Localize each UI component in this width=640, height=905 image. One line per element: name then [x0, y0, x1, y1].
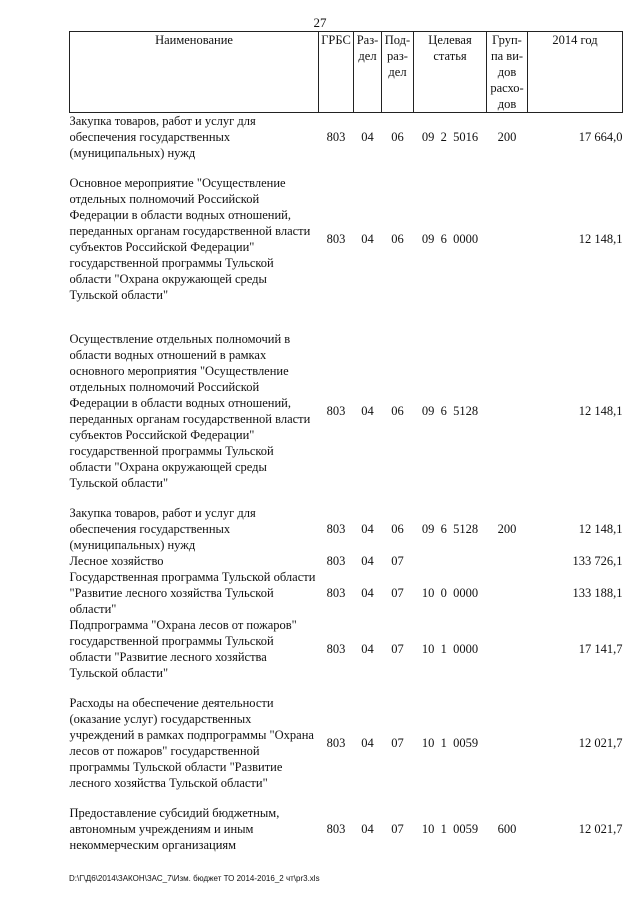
row-podrazdel: 07 [391, 586, 404, 600]
row-razdel: 04 [361, 642, 374, 656]
row-celevaya [414, 553, 487, 569]
table-row [70, 805, 623, 853]
row-podrazdel: 07 [391, 642, 404, 656]
row-name: Основное мероприятие "Осуществление отдельных полномочий Российской Федерации в области водных отношений, переданных органам государственной власти субъектов Российской Федерации" государственной программы Тульской области "Охрана окружающей среды Тульской области" [69, 176, 311, 302]
table-row [70, 175, 623, 303]
row-sum: 17 141,7 [578, 642, 623, 656]
row-sum: 12 148,1 [578, 232, 623, 246]
row-razdel: 04 [361, 130, 374, 144]
row-name: Государственная программа Тульской области "Развитие лесного хозяйства Тульской области" [69, 570, 316, 616]
row-podrazdel: 06 [391, 404, 404, 418]
row-name: Закупка товаров, работ и услуг для обеспечения государственных (муниципальных) нужд [69, 114, 256, 160]
row-celevaya: 10 1 0059 [421, 736, 479, 750]
header-year: 2014 год [528, 32, 623, 113]
row-razdel: 04 [361, 232, 374, 246]
table-header-row [70, 32, 623, 113]
page-number: 27 [313, 15, 327, 30]
header-celevaya: Целевая статья [414, 32, 487, 113]
row-grbs: 803 [326, 586, 346, 600]
row-gruppa [487, 569, 528, 617]
row-celevaya: 10 1 0059 [421, 822, 479, 836]
row-grbs: 803 [326, 130, 346, 144]
row-grbs: 803 [326, 822, 346, 836]
row-name: Подпрограмма "Охрана лесов от пожаров" государственной программы Тульской области "Развитие лесного хозяйства Тульской области" [69, 618, 297, 680]
row-razdel: 04 [361, 404, 374, 418]
row-celevaya: 09 2 5016 [421, 130, 479, 144]
row-sum: 12 148,1 [578, 404, 623, 418]
row-gruppa [487, 695, 528, 791]
table-row [70, 617, 623, 681]
header-grbs: ГРБС [319, 32, 354, 113]
row-grbs: 803 [326, 642, 346, 656]
header-razdel: Раз- дел [354, 32, 382, 113]
row-podrazdel: 06 [391, 522, 404, 536]
table-row [70, 113, 623, 162]
row-sum: 12 021,7 [578, 822, 623, 836]
row-grbs: 803 [326, 554, 346, 568]
row-grbs: 803 [326, 404, 346, 418]
row-sum: 12 021,7 [578, 736, 623, 750]
row-celevaya: 09 6 5128 [421, 404, 479, 418]
row-name: Лесное хозяйство [69, 554, 164, 568]
row-gruppa [487, 617, 528, 681]
row-name: Расходы на обеспечение деятельности (оказание услуг) государственных учреждений в рамках подпрограммы "Охрана лесов от пожаров" государственной программы Тульской области "Развитие лесного хозяйства Тульской области" [69, 696, 314, 790]
row-gruppa [487, 331, 528, 491]
row-podrazdel: 06 [391, 130, 404, 144]
row-celevaya: 09 6 0000 [421, 232, 479, 246]
row-sum: 17 664,0 [578, 130, 623, 144]
row-razdel: 04 [361, 554, 374, 568]
row-razdel: 04 [361, 736, 374, 750]
row-razdel: 04 [361, 822, 374, 836]
table-row [70, 569, 623, 617]
row-sum: 133 726,1 [572, 554, 623, 568]
row-razdel: 04 [361, 522, 374, 536]
row-podrazdel: 07 [391, 554, 404, 568]
row-name: Осуществление отдельных полномочий в области водных отношений в рамках основного мероприятия "Осуществление отдельных полномочий Российской Федерации в области водных отношений, переданных органам государственной власти субъектов Российской Федерации" государственной программы Тульской области "Охрана окружающей среды Тульской области" [69, 332, 311, 490]
budget-table [69, 31, 623, 853]
header-name: Наименование [70, 32, 319, 113]
table-row [70, 505, 623, 553]
row-name: Закупка товаров, работ и услуг для обеспечения государственных (муниципальных) нужд [69, 506, 256, 552]
row-gruppa [487, 175, 528, 303]
row-sum: 12 148,1 [578, 522, 623, 536]
row-gruppa [487, 553, 528, 569]
row-celevaya: 10 1 0000 [421, 642, 479, 656]
row-razdel: 04 [361, 586, 374, 600]
table-row [70, 553, 623, 569]
table-row [70, 331, 623, 491]
header-gruppa: Груп- па ви- дов расхо- дов [487, 32, 528, 113]
file-path-footer: D:\Г\Д6\2014\ЗАКОН\ЗАС_7\Изм. бюджет ТО 2014-2016_2 чт\pr3.xls [69, 874, 320, 883]
row-gruppa: 200 [497, 130, 517, 144]
header-podrazdel: Под- раз- дел [382, 32, 414, 113]
table-row [70, 695, 623, 791]
row-podrazdel: 07 [391, 736, 404, 750]
row-podrazdel: 06 [391, 232, 404, 246]
row-gruppa: 200 [497, 522, 517, 536]
row-name: Предоставление субсидий бюджетным, автономным учреждениям и иным некоммерческим организациям [69, 806, 280, 852]
row-podrazdel: 07 [391, 822, 404, 836]
row-grbs: 803 [326, 232, 346, 246]
row-grbs: 803 [326, 736, 346, 750]
row-celevaya: 10 0 0000 [421, 586, 479, 600]
row-gruppa: 600 [497, 822, 517, 836]
row-grbs: 803 [326, 522, 346, 536]
row-celevaya: 09 6 5128 [421, 522, 479, 536]
row-sum: 133 188,1 [572, 586, 623, 600]
